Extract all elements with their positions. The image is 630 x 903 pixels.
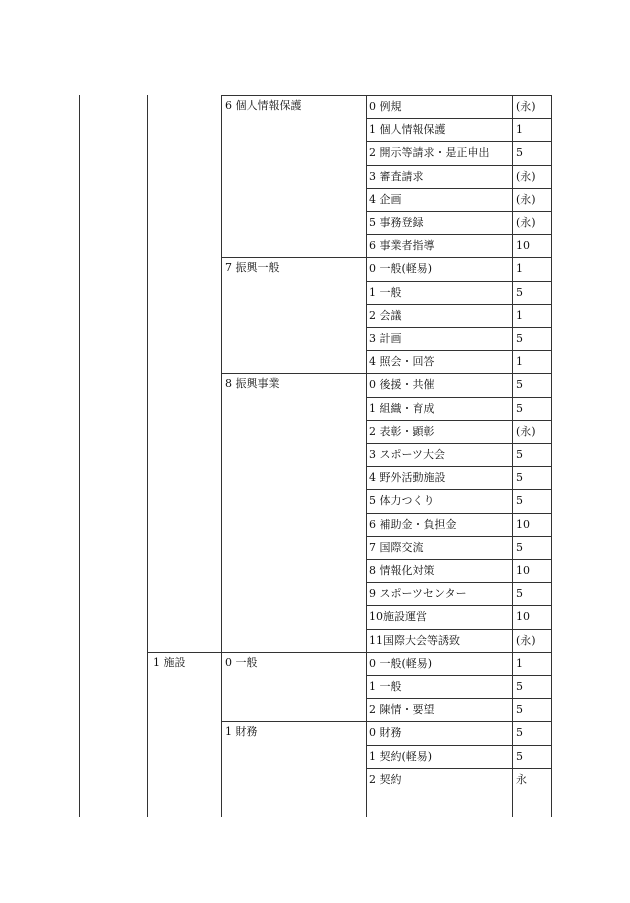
row-divider xyxy=(221,95,551,96)
item-label: 4 野外活動施設 xyxy=(369,471,446,485)
row-divider xyxy=(366,281,551,282)
category-level3: 6 個人情報保護 xyxy=(225,99,302,112)
item-label: 1 一般 xyxy=(369,285,402,299)
retention-period: 5 xyxy=(516,726,523,740)
retention-period: (永) xyxy=(516,100,536,113)
row-divider xyxy=(366,373,551,374)
item-label: 6 補助金・負担金 xyxy=(369,517,457,531)
row-divider xyxy=(366,420,551,421)
retention-period: (永) xyxy=(516,633,536,647)
column-rule xyxy=(551,95,552,817)
row-divider xyxy=(366,675,551,676)
retention-period: 5 xyxy=(516,471,523,485)
item-label: 0 一般(軽易) xyxy=(369,656,433,670)
retention-period: (永) xyxy=(516,169,536,183)
category-level3: 1 財務 xyxy=(225,725,258,739)
category-level3: 8 振興事業 xyxy=(225,377,280,391)
row-divider xyxy=(147,652,221,653)
item-label: 8 情報化対策 xyxy=(369,564,435,577)
row-divider xyxy=(366,257,551,258)
retention-period: (永) xyxy=(516,192,536,206)
category-level3: 0 一般 xyxy=(225,655,258,669)
item-label: 1 一般 xyxy=(369,680,402,693)
item-label: 3 計画 xyxy=(369,332,402,345)
column-rule xyxy=(221,95,222,817)
row-divider xyxy=(221,721,366,722)
column-rule xyxy=(147,95,148,817)
retention-period: 5 xyxy=(516,587,523,601)
row-divider xyxy=(366,536,551,537)
item-label: 7 国際交流 xyxy=(369,540,424,554)
retention-period: 5 xyxy=(516,703,523,717)
row-divider xyxy=(366,141,551,142)
retention-period: 1 xyxy=(516,355,523,369)
row-divider xyxy=(366,721,551,722)
category-level2: 1 施設 xyxy=(153,655,186,669)
row-divider xyxy=(366,768,551,769)
retention-period: 10 xyxy=(516,517,530,531)
retention-period: (永) xyxy=(516,216,536,229)
row-divider xyxy=(366,559,551,560)
row-divider xyxy=(366,745,551,746)
row-divider xyxy=(366,466,551,467)
row-divider xyxy=(366,489,551,490)
retention-period: 1 xyxy=(516,308,523,322)
row-divider xyxy=(366,652,551,653)
row-divider xyxy=(366,582,551,583)
row-divider xyxy=(366,327,551,328)
item-label: 0 後援・共催 xyxy=(369,378,435,392)
row-divider xyxy=(366,629,551,630)
item-label: 10施設運営 xyxy=(369,610,427,624)
row-divider xyxy=(366,605,551,606)
item-label: 2 陳情・要望 xyxy=(369,703,435,717)
item-label: 4 企画 xyxy=(369,192,402,206)
row-divider xyxy=(366,165,551,166)
row-divider xyxy=(366,513,551,514)
retention-period: 1 xyxy=(516,262,523,276)
item-label: 5 事務登録 xyxy=(369,216,424,229)
item-label: 0 例規 xyxy=(369,100,402,113)
retention-period: 10 xyxy=(516,564,530,577)
item-label: 2 会議 xyxy=(369,308,402,322)
item-label: 1 個人情報保護 xyxy=(369,123,446,137)
retention-period: 5 xyxy=(516,680,523,693)
retention-period: 10 xyxy=(516,239,530,253)
row-divider xyxy=(366,211,551,212)
row-divider xyxy=(366,304,551,305)
item-label: 2 表彰・顕彰 xyxy=(369,424,435,438)
column-rule xyxy=(366,95,367,817)
retention-period: 5 xyxy=(516,378,523,392)
row-divider xyxy=(366,118,551,119)
row-divider xyxy=(366,234,551,235)
row-divider xyxy=(221,652,366,653)
retention-period: 5 xyxy=(516,332,523,345)
item-label: 1 組織・育成 xyxy=(369,401,435,415)
item-label: 4 照会・回答 xyxy=(369,355,435,369)
row-divider xyxy=(366,443,551,444)
item-label: 3 スポーツ大会 xyxy=(369,448,446,461)
item-label: 6 事業者指導 xyxy=(369,239,435,253)
row-divider xyxy=(221,373,366,374)
item-label: 2 開示等請求・是正申出 xyxy=(369,146,490,160)
retention-period: 永 xyxy=(516,772,527,786)
retention-period: 5 xyxy=(516,285,523,299)
item-label: 9 スポーツセンター xyxy=(369,587,467,601)
row-divider xyxy=(366,397,551,398)
retention-period: (永) xyxy=(516,424,536,438)
retention-period: 1 xyxy=(516,656,523,670)
retention-period: 5 xyxy=(516,540,523,554)
retention-period: 5 xyxy=(516,494,523,508)
retention-period: 5 xyxy=(516,401,523,415)
item-label: 11国際大会等誘致 xyxy=(369,633,460,647)
category-level3: 7 振興一般 xyxy=(225,261,280,275)
retention-period: 10 xyxy=(516,610,530,624)
column-rule xyxy=(512,95,513,817)
row-divider xyxy=(366,698,551,699)
row-divider xyxy=(221,257,366,258)
item-label: 3 審査請求 xyxy=(369,169,424,183)
row-divider xyxy=(366,350,551,351)
retention-period: 5 xyxy=(516,146,523,160)
retention-period: 5 xyxy=(516,448,523,461)
retention-period: 1 xyxy=(516,123,523,137)
item-label: 0 財務 xyxy=(369,726,402,740)
column-rule xyxy=(79,95,80,817)
item-label: 2 契約 xyxy=(369,772,402,786)
retention-period: 5 xyxy=(516,749,523,763)
item-label: 0 一般(軽易) xyxy=(369,262,433,276)
item-label: 1 契約(軽易) xyxy=(369,749,433,763)
item-label: 5 体力つくり xyxy=(369,494,435,508)
row-divider xyxy=(366,188,551,189)
